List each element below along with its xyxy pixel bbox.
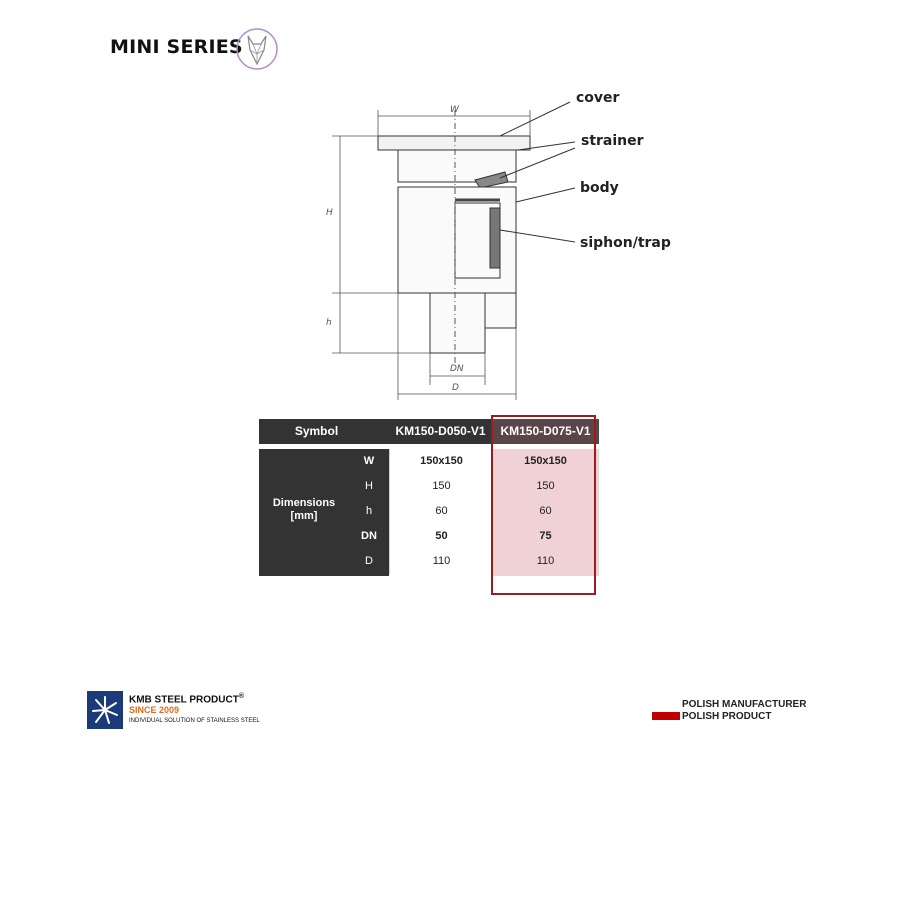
polish-product-label: POLISH PRODUCT: [682, 711, 772, 722]
row-symbol: DN: [361, 530, 377, 542]
table-cell: 60: [539, 505, 552, 517]
model-1-header: KM150-D050-V1: [395, 424, 486, 438]
dim-label-h: h: [326, 318, 332, 328]
table-cell: 50: [389, 524, 493, 549]
dim-label-D: D: [452, 383, 459, 393]
row-symbol: D: [365, 555, 373, 567]
table-cell: 110: [389, 549, 493, 574]
symbol-header: Symbol: [294, 424, 339, 438]
fox-head-icon: [234, 26, 280, 72]
table-cell: 110: [536, 555, 555, 567]
drain-technical-drawing: [300, 90, 700, 410]
company-name: KMB STEEL PRODUCT®: [129, 693, 244, 706]
table-cell: 150x150: [389, 449, 493, 474]
table-cell: 150: [389, 474, 493, 499]
table-cell: 150x150: [524, 455, 567, 467]
cover-shape: [378, 136, 530, 150]
table-cell: 75: [539, 530, 552, 542]
highlight-box: [491, 415, 596, 595]
table-cell: 150: [536, 480, 555, 492]
dim-label-H: H: [326, 208, 333, 218]
table-cell: 60: [389, 499, 493, 524]
callout-cover: cover: [576, 90, 620, 106]
dim-label-DN: DN: [450, 364, 464, 374]
row-symbol: h: [365, 505, 373, 517]
polish-flag-bar: [652, 712, 680, 720]
row-symbol: H: [365, 480, 373, 492]
model-2-header: KM150-D075-V1: [492, 419, 599, 444]
kmb-logo-icon: [87, 691, 123, 729]
company-tagline: INDIVIDUAL SOLUTION OF STAINLESS STEEL: [129, 718, 260, 724]
callout-strainer: strainer: [581, 133, 644, 149]
dim-label-W: W: [450, 105, 459, 115]
polish-manufacturer-label: POLISH MANUFACTURER: [682, 699, 807, 710]
callout-body: body: [580, 180, 619, 196]
row-symbol: W: [363, 455, 375, 467]
callout-siphon: siphon/trap: [580, 235, 671, 251]
company-since: SINCE 2009: [129, 705, 180, 715]
dimensions-group-label: Dimensions [mm]: [272, 497, 336, 522]
series-title: MINI SERIES: [110, 36, 243, 58]
